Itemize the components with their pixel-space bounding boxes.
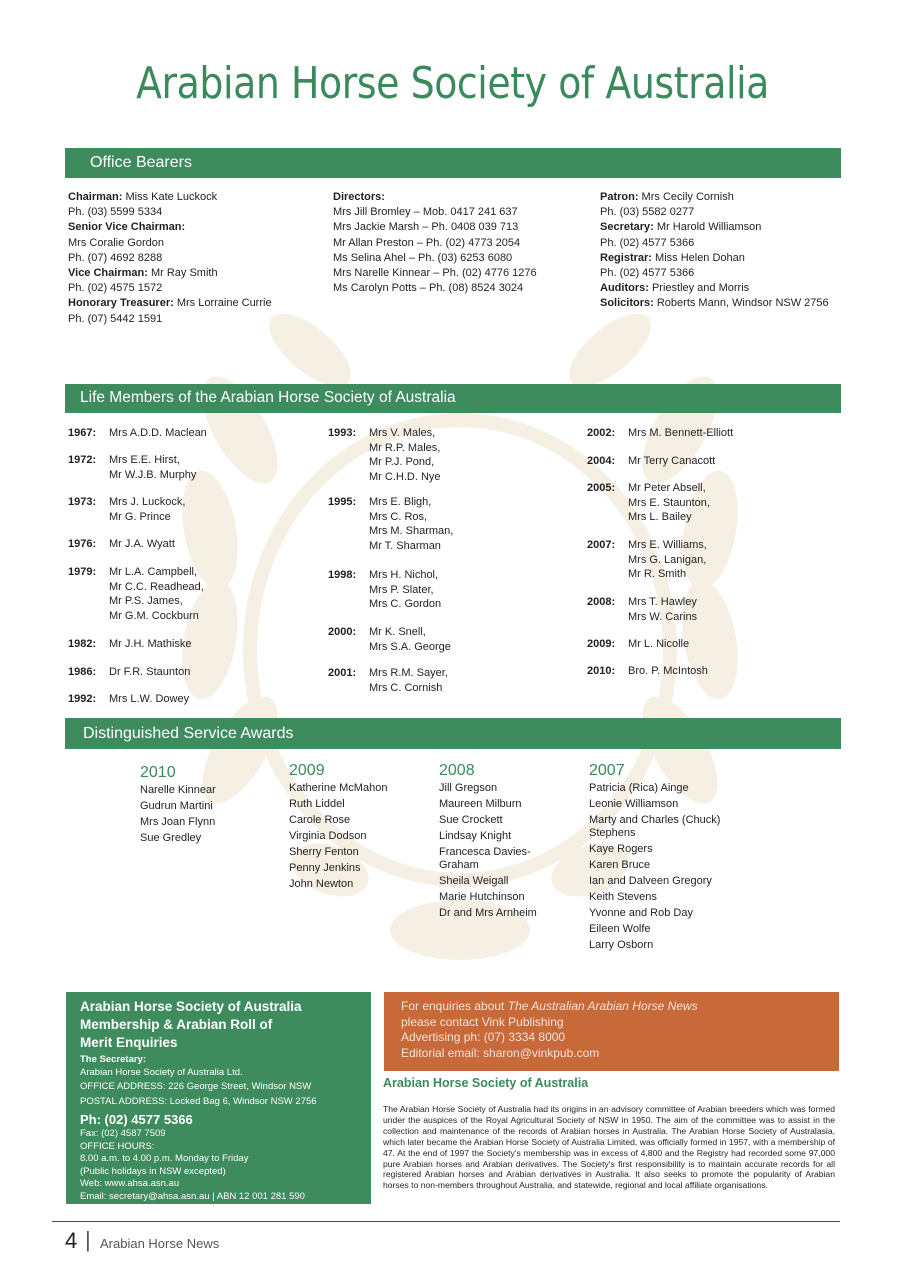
office-bearer-value: Ms Selina Ahel – Ph. (03) 6253 6080	[333, 251, 513, 264]
dsa-recipient: Mrs Joan Flynn	[140, 816, 216, 828]
office-bearer-role: Directors:	[333, 191, 385, 203]
office-bearer-value: Mrs Jill Bromley – Mob. 0417 241 637	[333, 206, 518, 219]
office-bearers-col-3	[600, 190, 840, 312]
office-bearer-role: Auditors:	[600, 282, 649, 295]
dsa-year: 2007	[589, 762, 625, 779]
life-member-name: Mr L.A. Campbell,	[109, 566, 198, 578]
secretary-label: The Secretary:	[80, 1054, 147, 1065]
dsa-recipient: Gudrun Martini	[140, 800, 213, 812]
life-member-name: Mrs M. Bennett-Elliott	[628, 427, 734, 439]
life-member-names	[628, 595, 697, 624]
life-member-name: Mrs J. Luckock,	[109, 496, 186, 508]
dsa-year: 2010	[140, 764, 176, 781]
life-member-name: Mrs P. Slater,	[369, 583, 434, 596]
dsa-recipient: Sheila Weigall	[439, 875, 509, 887]
membership-title-line: Merit Enquiries	[80, 1035, 178, 1050]
membership-box	[66, 992, 371, 1204]
office-bearer-line	[333, 220, 588, 235]
footer-separator: |	[85, 1227, 91, 1252]
dsa-column	[589, 762, 720, 955]
dsa-recipient: Katherine McMahon	[289, 782, 388, 794]
life-member-name: Mr G. Prince	[109, 510, 171, 523]
dsa-recipient: Lindsay Knight	[439, 830, 512, 842]
life-member-names	[109, 565, 204, 623]
page-number: 4	[65, 1228, 78, 1253]
office-bearer-line	[600, 266, 840, 281]
office-bearer-line	[600, 236, 840, 251]
office-bearers-header	[65, 148, 841, 178]
life-member-names	[109, 495, 185, 524]
life-member-name: Mr L. Nicolle	[628, 638, 690, 650]
life-member-name: Mr K. Snell,	[369, 626, 426, 638]
life-member-year: 1972:	[68, 454, 97, 466]
office-bearer-value: Ph. (07) 4692 8288	[68, 251, 163, 264]
office-bearer-value: Ph. (07) 5442 1591	[68, 312, 163, 325]
dsa-recipient: Francesca Davies- Graham	[439, 846, 531, 871]
life-member-name: Mrs E.E. Hirst,	[109, 454, 180, 466]
life-member-name: Mr W.J.B. Murphy	[109, 468, 197, 481]
life-member-year: 1992:	[68, 693, 97, 705]
life-member-year: 1967:	[68, 427, 97, 439]
life-member-name: Mrs C. Cornish	[369, 681, 443, 694]
life-member-names	[628, 538, 707, 582]
life-member-names	[109, 637, 192, 652]
life-member-name: Mrs T. Hawley	[628, 596, 697, 608]
office-bearer-line	[333, 236, 588, 251]
life-member-name: Mrs A.D.D. Maclean	[109, 427, 207, 439]
life-member-name: Mr C.C. Readhead,	[109, 580, 204, 593]
office-address: OFFICE ADDRESS: 226 George Street, Windsor NSW	[80, 1081, 312, 1092]
office-bearer-line	[333, 205, 588, 220]
life-member-names	[109, 692, 189, 707]
dsa-recipient: Leonie Williamson	[589, 798, 679, 810]
office-bearer-line	[600, 190, 840, 205]
life-member-name: Mrs C. Gordon	[369, 598, 442, 611]
life-member-names	[369, 568, 441, 612]
life-member-name: Mrs H. Nichol,	[369, 569, 439, 581]
about-body: The Arabian Horse Society of Australia had its origins in an advisory committee of Arabian breeders which was formed under the auspices of the Royal Agricultural Society of NSW in 1950. The aim of the committee was to assist in the collection and maintenance of the records of Arabian horses in Australia. The Arabian Horse Society of Australasia, which later became the Arabian Horse Society of Australia Limited, was officially formed in 1957, with a membership of 47. At the end of 1997 the Society's membership was in excess of 4,800 and the Registry had recorded some 97,000 pure Arabian horses and Arabian derivatives. The Society's first responsibility is to maintain accurate records for all registered Arabian horses and Arabian derivatives in Australia. It also seeks to promote the popularity of Arabian horses to non-members throughout Australia, and statewide, regional and local affiliate organisations.	[383, 1104, 835, 1191]
enquiries-box	[384, 992, 839, 1071]
office-bearer-line	[333, 190, 588, 205]
dsa-recipient: Narelle Kinnear	[140, 784, 216, 796]
life-member-names	[109, 426, 207, 441]
life-member-year: 1995:	[328, 496, 357, 508]
office-bearer-role: Vice Chairman:	[68, 267, 148, 280]
life-member-year: 2002:	[587, 427, 616, 439]
office-bearer-line	[68, 251, 318, 266]
life-member-name: Mrs E. Staunton,	[628, 496, 710, 509]
office-bearer-value: Mrs Cecily Cornish	[638, 191, 734, 203]
life-members-heading: Life Members of the Arabian Horse Society of Australia	[80, 389, 456, 406]
dsa-year: 2009	[289, 762, 325, 779]
life-member-name: Mrs R.M. Sayer,	[369, 667, 448, 679]
life-member-names	[628, 454, 715, 469]
dsa-recipient: Kaye Rogers	[589, 843, 653, 855]
office-bearer-value: Ph. (03) 5582 0277	[600, 206, 695, 219]
page-title: Arabian Horse Society of Australia	[136, 58, 769, 109]
dsa-column	[289, 762, 387, 894]
office-bearer-value: Mrs Lorraine Currie	[173, 297, 272, 310]
membership-phone: Ph: (02) 4577 5366	[80, 1112, 193, 1127]
office-bearer-value: Mrs Jackie Marsh – Ph. 0408 039 713	[333, 221, 519, 234]
office-bearer-line	[333, 281, 588, 296]
office-bearer-value: Priestley and Morris	[648, 282, 750, 295]
office-bearer-line	[600, 205, 840, 220]
dsa-column	[140, 764, 216, 848]
life-member-year: 1993:	[328, 427, 357, 439]
office-bearer-value: Ph. (02) 4577 5366	[600, 267, 695, 280]
dsa-recipient: Ian and Dalveen Gregory	[589, 875, 712, 887]
life-member-name: Mr P.S. James,	[109, 595, 183, 608]
life-member-year: 2008:	[587, 596, 616, 608]
dsa-recipient: Keith Stevens	[589, 891, 657, 903]
dsa-recipient: Patricia (Rica) Ainge	[589, 782, 689, 794]
website-link[interactable]: Web: www.ahsa.asn.au	[80, 1178, 180, 1189]
life-member-name: Mr Terry Canacott	[628, 455, 716, 467]
life-member-name: Mr C.H.D. Nye	[369, 470, 441, 483]
life-member-names	[109, 665, 190, 680]
life-member-name: Mr R. Smith	[628, 568, 687, 581]
life-member-year: 1973:	[68, 496, 97, 508]
office-bearer-value: Mr Harold Williamson	[653, 221, 762, 234]
enquiries-line-4[interactable]: Editorial email: sharon@vinkpub.com	[401, 1045, 600, 1060]
dsa-recipient: Maureen Milburn	[439, 798, 522, 810]
office-bearer-line	[68, 312, 318, 327]
life-members-col-3	[587, 426, 837, 716]
life-member-name: Mrs M. Sharman,	[369, 525, 454, 538]
office-bearer-line	[68, 281, 318, 296]
life-member-names	[109, 537, 175, 552]
dsa-recipient: Marty and Charles (Chuck) Stephens	[589, 814, 721, 839]
dsa-recipient: Yvonne and Rob Day	[589, 907, 693, 919]
life-member-year: 2000:	[328, 626, 357, 638]
dsa-recipient: Carole Rose	[289, 814, 351, 826]
dsa-recipient: Sue Crockett	[439, 814, 503, 826]
office-bearer-line	[333, 266, 588, 281]
dsa-recipient: Virginia Dodson	[289, 830, 367, 842]
membership-fax: Fax: (02) 4587 7509	[80, 1128, 166, 1139]
life-member-year: 2010:	[587, 665, 616, 677]
office-bearer-line	[600, 296, 840, 311]
office-bearers-heading: Office Bearers	[90, 154, 192, 171]
office-bearer-role: Secretary:	[600, 221, 654, 234]
office-bearer-line	[68, 296, 318, 311]
life-member-year: 2007:	[587, 539, 616, 551]
life-member-name: Mr P.J. Pond,	[369, 456, 435, 469]
office-bearer-value: Ph. (03) 5599 5334	[68, 206, 163, 219]
life-member-year: 2004:	[587, 455, 616, 467]
life-member-year: 1998:	[328, 569, 357, 581]
office-bearers-col-1	[68, 190, 318, 327]
life-member-name: Mrs C. Ros,	[369, 510, 428, 523]
office-bearer-line	[68, 220, 318, 235]
dsa-recipient: Sherry Fenton	[289, 846, 359, 858]
office-bearer-line	[333, 251, 588, 266]
office-bearer-value: Mrs Coralie Gordon	[68, 236, 164, 249]
dsa-heading: Distinguished Service Awards	[83, 725, 294, 742]
life-member-name: Mr J.A. Wyatt	[109, 538, 175, 550]
life-member-name: Bro. P. McIntosh	[628, 665, 708, 677]
life-member-names	[369, 495, 453, 553]
office-bearer-line	[600, 220, 840, 235]
life-member-name: Mrs G. Lanigan,	[628, 553, 707, 566]
about-heading: Arabian Horse Society of Australia	[383, 1076, 589, 1090]
dsa-recipient: Jill Gregson	[439, 782, 498, 794]
life-member-names	[109, 453, 196, 482]
life-member-name: Mrs S.A. George	[369, 640, 451, 653]
office-bearer-role: Patron:	[600, 191, 639, 203]
office-bearer-role: Honorary Treasurer:	[68, 297, 174, 310]
office-bearer-value: Ph. (02) 4577 5366	[600, 236, 695, 249]
publication-title: The Australian Arabian Horse News	[507, 999, 698, 1013]
membership-title	[80, 998, 302, 1052]
life-member-names	[369, 426, 441, 484]
office-bearer-line	[68, 190, 318, 205]
office-bearer-line	[68, 236, 318, 251]
life-member-names	[628, 426, 733, 441]
footer-rule	[52, 1221, 840, 1222]
life-member-names	[369, 625, 451, 654]
dsa-column	[439, 762, 537, 923]
life-member-name: Mr T. Sharman	[369, 539, 441, 552]
life-member-names	[628, 637, 689, 652]
life-member-year: 1982:	[68, 638, 97, 650]
office-bearer-role: Chairman:	[68, 191, 123, 203]
membership-title-line: Membership & Arabian Roll of	[80, 1017, 273, 1032]
life-member-name: Mrs W. Carins	[628, 610, 698, 623]
life-member-name: Mrs L. Bailey	[628, 511, 692, 524]
enquiries-line-1	[401, 999, 698, 1015]
life-member-year: 1986:	[68, 666, 97, 678]
life-member-name: Dr F.R. Staunton	[109, 666, 191, 678]
office-bearer-value: Miss Helen Dohan	[651, 251, 745, 264]
office-bearer-value: Ph. (02) 4575 1572	[68, 282, 163, 295]
office-bearers-col-2	[333, 190, 588, 296]
life-member-name: Mrs E. Williams,	[628, 539, 707, 551]
life-member-name: Mrs V. Males,	[369, 427, 436, 439]
enquiries-prefix: For enquiries about	[401, 999, 508, 1013]
office-bearer-line	[600, 251, 840, 266]
office-bearer-role: Solicitors:	[600, 297, 654, 310]
footer-publication: Arabian Horse News	[100, 1236, 220, 1251]
dsa-recipient: Penny Jenkins	[289, 862, 361, 874]
holidays-note: (Public holidays in NSW excepted)	[80, 1165, 226, 1177]
dsa-recipient: John Newton	[289, 878, 354, 890]
dsa-recipient: Marie Hutchinson	[439, 891, 525, 903]
office-bearer-value: Mrs Narelle Kinnear – Ph. (02) 4776 1276	[333, 267, 537, 280]
life-member-year: 1976:	[68, 538, 97, 550]
life-members-col-2	[328, 426, 578, 716]
office-hours: 8.00 a.m. to 4.00 p.m. Monday to Friday	[80, 1153, 249, 1164]
life-member-names	[628, 481, 710, 525]
office-bearer-role: Registrar:	[600, 251, 652, 264]
life-member-year: 2009:	[587, 638, 616, 650]
dsa-recipient: Ruth Liddel	[289, 798, 345, 810]
enquiries-line-3: Advertising ph: (07) 3334 8000	[401, 1030, 566, 1044]
office-bearer-role: Senior Vice Chairman:	[68, 221, 186, 234]
office-bearer-line	[68, 205, 318, 220]
enquiries-line-2: please contact Vink Publishing	[401, 1014, 564, 1029]
dsa-recipient: Eileen Wolfe	[589, 923, 651, 935]
life-member-name: Mrs L.W. Dowey	[109, 693, 190, 705]
life-member-name: Mr R.P. Males,	[369, 441, 441, 454]
dsa-recipient: Sue Gredley	[140, 832, 202, 844]
postal-address: POSTAL ADDRESS: Locked Bag 6, Windsor NSW 2756	[80, 1095, 317, 1107]
life-member-name: Mr J.H. Mathiske	[109, 638, 192, 650]
office-bearer-line	[600, 281, 840, 296]
dsa-year: 2008	[439, 762, 475, 779]
life-member-name: Mrs E. Bligh,	[369, 496, 432, 508]
life-member-name: Mr Peter Absell,	[628, 482, 706, 494]
life-member-names	[369, 666, 448, 695]
life-member-year: 2005:	[587, 482, 616, 494]
company-name: Arabian Horse Society of Australia Ltd.	[80, 1066, 243, 1078]
office-bearer-value: Roberts Mann, Windsor NSW 2756	[653, 297, 829, 310]
dsa-recipient: Karen Bruce	[589, 859, 651, 871]
office-bearer-line	[68, 266, 318, 281]
life-member-name: Mr G.M. Cockburn	[109, 609, 199, 622]
life-member-names	[628, 664, 708, 679]
office-hours-label: OFFICE HOURS:	[80, 1140, 155, 1152]
life-members-header	[65, 384, 841, 413]
office-bearer-value: Mr Allan Preston – Ph. (02) 4773 2054	[333, 236, 521, 249]
office-bearer-value: Miss Kate Luckock	[122, 191, 218, 203]
dsa-header	[65, 718, 841, 749]
email-link[interactable]: Email: secretary@ahsa.asn.au | ABN 12 001 281 590	[80, 1190, 305, 1202]
life-member-year: 2001:	[328, 667, 357, 679]
office-bearer-value: Ms Carolyn Potts – Ph. (08) 8524 3024	[333, 282, 524, 295]
dsa-recipient: Larry Osborn	[589, 939, 654, 951]
life-members-col-1	[68, 426, 318, 716]
membership-title-line: Arabian Horse Society of Australia	[80, 999, 302, 1014]
dsa-recipient: Dr and Mrs Arnheim	[439, 907, 537, 919]
life-member-year: 1979:	[68, 566, 97, 578]
office-bearer-value: Mr Ray Smith	[147, 267, 218, 280]
